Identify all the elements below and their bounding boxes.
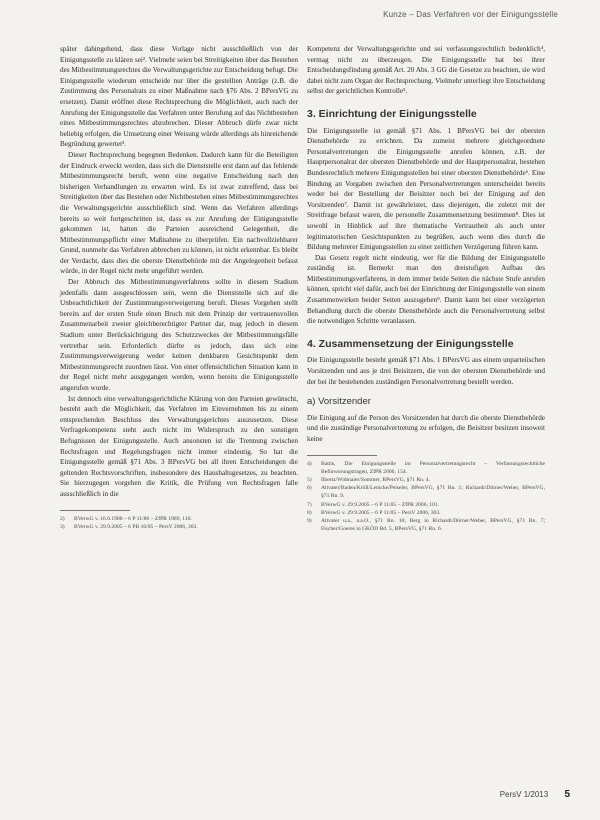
footnote [307,460,545,476]
footnote-text: Ilbertz/Widmaier/Sommer, BPersVG, §71 Rn. 4. [321,477,430,483]
running-head: Kunze – Das Verfahren vor der Einigungsstelle [383,10,558,19]
footnote-number: 4) [307,460,312,467]
footnote [307,509,545,517]
body-paragraph: Die Einigungsstelle ist gemäß §71 Abs. 1 BPersVG bei der obersten Dienstbehörde zu errichten. Da zumeist mehrere gleichgeordnete Personalvertretungen die Einigungsstelle anrufen können, z.B. der Hauptpersonalrat der obersten Dienstbehörde und der Hauptpersonalrat, bestehen Bundesrechtlich mehrere Einigungsstellen bei einer obersten Dienstbehörde⁶. Eine Bindung an Vorgaben zwischen den Personalvertretungen unterscheidet bereits weder bei der Bestellung der Beisitzer noch bei der Einigung auf den Vorsitzenden⁷. Damit ist gewährleistet, dass diejenigen, die zuletzt mit der Streitfrage befasst waren, die personelle Zusammensetzung bestimmen⁸. Dies ist sowohl in Hinblick auf ihre thematische Vertrautheit als auch unter legitimatorischen Gesichtspunkten zu begrüßen, auch wenn dies durch die Bildung mehrerer Einigungsstellen zu einer zeitlichen Verzögerung führen kann. [307,126,545,252]
body-paragraph: Kompetenz der Verwaltungsgerichte und sei verfassungsrechtlich bedenklich⁴, vermag nicht zu überzeugen. Die Einigungsstelle hat bei ihrer Entscheidungsfindung gemäß Art. 20 Abs. 3 GG die Gesetze zu beachten, sie wird dabei nicht zum Organ der Rechtsprechung. Vielmehr unterliegt ihre Entscheidung selbst der gerichtlichen Kontrolle⁵. [307,45,546,96]
footnote-number: 9) [307,518,312,525]
footnote-text: Battis, Die Einigungsstelle im Personalvertretungsrecht – Verfassungsrechtliche Befürworungstragen, ZfPR 2006, 154. [321,460,545,475]
footnote [307,484,545,500]
footnote-number: 6) [307,485,312,492]
section-heading: 3. Einrichtung der Einigungsstelle [307,107,477,120]
subsection-heading: a) Vorsitzender [307,396,371,408]
footnote-number: 3) [60,523,65,530]
footnote [307,501,545,509]
footnote-number: 8) [307,509,312,516]
footnote [307,476,545,484]
body-paragraph: Die Einigung auf die Person des Vorsitzenden hat durch die oberste Dienstbehörde und die zuständige Personalvertretung zu erfolgen, die Beisitzer besitzen insoweit keine [307,413,545,443]
footnote [307,517,545,533]
page-number: 5 [564,789,570,800]
body-paragraph: Der Abbruch des Mitbestimmungsverfahrens sollte in diesem Stadium jedenfalls dann ausgeschlossen sein, wenn die Dienststelle sich auf die Unbeachtlichkeit der Zustimmungsverweigerung beruft. Dieses Vorgehen stellt bereits auf der ersten Stufe einen Bruch mit dem Prinzip der vertrauensvollen Zusammenarbeit zweier gleichberechtigter Partner dar, mag jedoch in diesem Stadium unter Berücksichtigung des Schutzzweckes der Mitbestimmungsfälle vertretbar sein. Erforderlich dürfte es jedoch, dass sich eine Zustimmungsverweigerung weder keinen denkbaren Gesichtspunkt dem Mitbestimmungsrecht zuordnen lässt. Von einer offensichtlichen Situation kann in der Regel nicht mehr ausgegangen werden, wenn bereits die Einigungsstelle angerufen wurde. [60,278,298,392]
footnote-text: BVerwG v. 29.9.2005 – 6 P 11/05 – ZfPR 2006, 101. [321,501,440,508]
body-paragraph: später dahingehend, dass diese Vorlage nicht ausschließlich von der Einigungsstelle zu klären sei². Vielmehr seien bei Streitigkeiten über das Bestehen des Mitbestimmungsrechtes die Verwaltungsgerichte zur Entscheidung befugt. Die Einigungsstelle wiederum entscheide nur über die gestellten Anträge (z.B. die Zustimmung des Personalrats zu einer Maßnahme nach §76 Abs. 2 BPersVG zu ersetzen). Damit eröffnet diese Rechtsprechung die Möglichkeit, auch nach der Anrufung der Einigungsstelle das Verfahren unter Berufung auf das Nichtbestehen eines Mitbestimmungsrechtes abzubrechen. Dieser Abbruch dürfe zwar nicht beliebig erfolgen, die Umsetzung einer Weisung würde allerdings als hinreichende Begründung gewertet³. [60,45,298,149]
page-footer [500,789,570,800]
journal-issue: PersV 1/2013 [499,790,549,799]
footnote-number: 2) [60,515,65,522]
body-paragraph: Das Gesetz regelt nicht eindeutig, wer für die Bildung der Einigungsstelle zuständig ist. Bemerkt man den dreistufigen Aufbau des Mitbestimmungsverfahrens, in dem immer beide Seiten die nächste Stufe anrufen können, spricht viel dafür, auch bei der Einrichtung der Einigungsstelle von einem Zusammenwirken beider Seiten auszugehen⁹. Damit kann bei einer verzögerten Behandlung durch die oberste Dienstbehörde auch die Personalvertretung selbst die notwendigen Schritte veranlassen. [307,253,545,326]
footnote-divider [60,510,130,511]
footnote [60,515,298,523]
footnote-divider [307,455,377,456]
left-column [60,44,298,531]
footnote-text: Altvater u.a., a.a.O., §71 Rn. 10; Berg in Richardi/Dörner/Weber, BPersVG, §71 Rn. 7; Fischer/Goeres in GKÖD Bd. 5, BPersVG, §71 Rn. 6. [321,518,545,533]
footnote-text: Altvater/Baden/Kröll/Lemcke/Peiseler, BPersVG, §71 Rn. 1; Richardi/Dörner/Weber, BPersVG, §71 Rn. 9. [321,485,545,500]
footnote [60,523,298,531]
footnote-number: 5) [307,477,312,483]
body-paragraph: Dieser Rechtsprechung begegnen Bedenken. Dadurch kann für die Beteiligten der Eindruck erweckt werden, dass sich die Dienststelle erst dann auf das fehlende Mitbestimmungsrecht beruft, wenn eine negative Entscheidung nach den bisherigen Verhandlungen zu erwarten wird. Es ist zwar zutreffend, dass bei Streitigkeiten über das Bestehen oder Nichtbestehen eines Mitbestimmungsrechtes die Verwaltungsgerichte ausschließlich sind. Wenn das Verfahren allerdings bereits so weit fortgeschritten ist, dass es zur Anrufung der Einigungsstelle gekommen ist, hatten die Parteien ausreichend Gelegenheit, die Mitbestimmungspflicht einer Maßnahme zu überprüfen. Ein nachvollziehbarer Grund, nunmehr das Verfahren abbrechen zu können, ist nicht erkennbar. Es bleibt der Verdacht, dass dies die oberste Dienstbehörde mit der Angelegenheit befasst würde, in der Regel nicht mehr ungeführt werden. [60,150,298,276]
body-paragraph: Ist dennoch eine verwaltungsgerichtliche Klärung von den Parteien gewünscht, besteht auch die Möglichkeit, das Verfahren im Einvernehmen bis zu einem entsprechenden Beschluss des Verwaltungsgerichtes auszusetzen. Diese Verfragekompetenz steht auch nicht im Widerspruch zu den sonstigen Befugnissen der Einigungsstelle. Auch ansonsten ist die Trennung zwischen Rechtsfragen und Regelungsfragen nicht immer eindeutig. So hat die Einigungsstelle gemäß §71 Abs. 3 BPersVG bei all ihren Entscheidungen die geltenden Rechtsvorschriften, insbesondere des Haushaltsgesetzes, zu beachten. Sie hierzugegen vorgehen die Kritik, die Prüfung von Rechtsfragen falle ausschließlich in die [60,394,298,498]
right-column [307,44,545,533]
footnote-number: 7) [307,501,312,508]
body-paragraph: Die Einigungsstelle besteht gemäß §71 Abs. 1 BPersVG aus einem unparteiischen Vorsitzenden und aus je drei Beisitzern, die von der obersten Dienstbehörde und der bei ihr bestehenden zuständigen Personalvertretung bestellt werden. [307,356,545,386]
footnote-text: BVerwG v. 29.9.2005 – 6 P 11/05 – PersV 2006, 303. [321,509,441,516]
footnote-text: BVerwG v. 16.6.1988 – 6 P 11/86 – ZfPR 1989, 110. [74,515,192,522]
footnote-text: BVerwG v. 29.9.2005 – 6 PB 10/05 – PersV 2006, 303. [74,523,198,530]
section-heading: 4. Zusammensetzung der Einigungsstelle [307,337,514,350]
